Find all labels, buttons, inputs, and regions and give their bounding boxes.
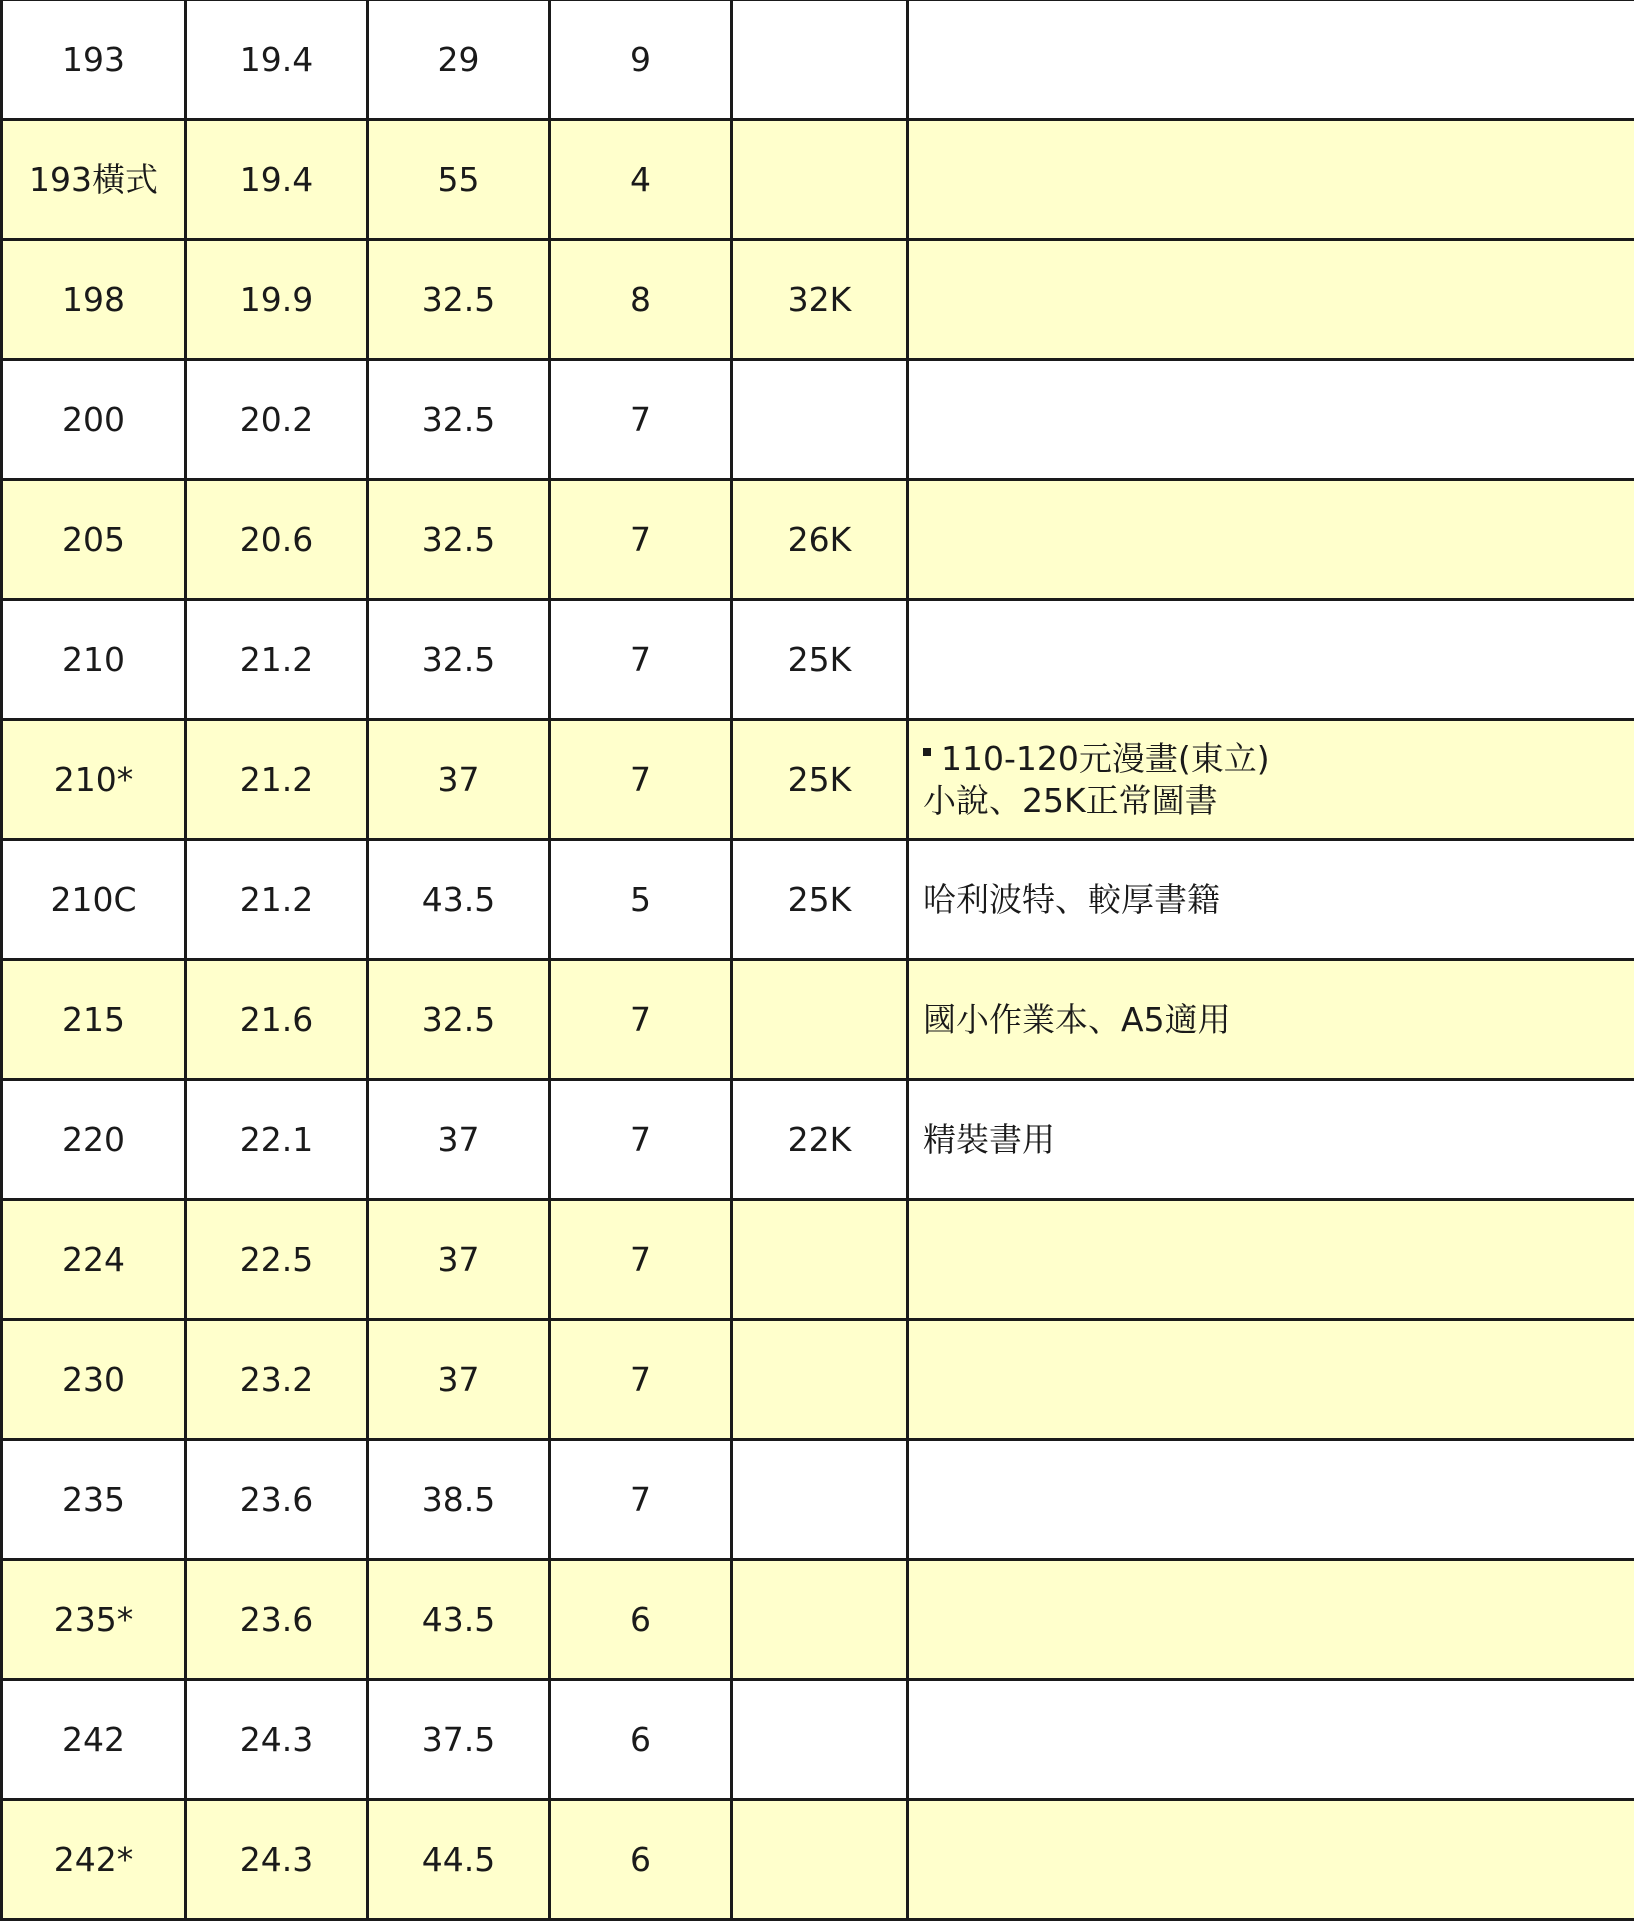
format-cell: 26K (732, 480, 908, 600)
height-cell: 32.5 (368, 240, 550, 360)
size-cell: 200 (2, 360, 186, 480)
format-cell (732, 960, 908, 1080)
table-row (2, 120, 1634, 240)
count-cell: 7 (550, 1200, 732, 1320)
format-cell (732, 1440, 908, 1560)
note-line (923, 879, 1634, 920)
size-cell: 210* (2, 720, 186, 840)
count-cell: 7 (550, 600, 732, 720)
table-row (2, 1680, 1634, 1800)
format-cell: 25K (732, 840, 908, 960)
table-row (2, 480, 1634, 600)
table-row (2, 960, 1634, 1080)
note-cell (908, 1320, 1634, 1440)
height-cell: 32.5 (368, 360, 550, 480)
width-cell: 19.4 (186, 0, 368, 120)
height-cell: 55 (368, 120, 550, 240)
note-line (923, 999, 1634, 1040)
size-cell: 235* (2, 1560, 186, 1680)
note-cell (908, 1680, 1634, 1800)
note-cell (908, 1200, 1634, 1320)
format-cell (732, 120, 908, 240)
table-body (2, 0, 1634, 1920)
table-row (2, 0, 1634, 120)
count-cell: 7 (550, 960, 732, 1080)
format-cell: 25K (732, 720, 908, 840)
count-cell: 5 (550, 840, 732, 960)
height-cell: 37 (368, 1080, 550, 1200)
note-cell (908, 720, 1634, 840)
width-cell: 24.3 (186, 1680, 368, 1800)
format-cell (732, 1560, 908, 1680)
width-cell: 23.2 (186, 1320, 368, 1440)
width-cell: 23.6 (186, 1560, 368, 1680)
height-cell: 37 (368, 720, 550, 840)
size-cell: 210C (2, 840, 186, 960)
format-cell (732, 1800, 908, 1920)
note-cell (908, 120, 1634, 240)
note-cell (908, 600, 1634, 720)
size-cell: 224 (2, 1200, 186, 1320)
table-row (2, 600, 1634, 720)
table-row (2, 1200, 1634, 1320)
size-cell: 193橫式 (2, 120, 186, 240)
width-cell: 23.6 (186, 1440, 368, 1560)
height-cell: 32.5 (368, 600, 550, 720)
count-cell: 6 (550, 1560, 732, 1680)
width-cell: 20.2 (186, 360, 368, 480)
width-cell: 21.2 (186, 840, 368, 960)
note-line (923, 1119, 1634, 1160)
format-cell (732, 360, 908, 480)
size-cell: 215 (2, 960, 186, 1080)
height-cell: 38.5 (368, 1440, 550, 1560)
table-row (2, 840, 1634, 960)
width-cell: 19.9 (186, 240, 368, 360)
height-cell: 32.5 (368, 480, 550, 600)
height-cell: 43.5 (368, 1560, 550, 1680)
table-row (2, 1560, 1634, 1680)
format-cell: 25K (732, 600, 908, 720)
width-cell: 24.3 (186, 1800, 368, 1920)
height-cell: 37 (368, 1200, 550, 1320)
note-cell (908, 480, 1634, 600)
note-cell (908, 1440, 1634, 1560)
width-cell: 21.2 (186, 600, 368, 720)
table-row (2, 240, 1634, 360)
note-cell (908, 1560, 1634, 1680)
bullet-icon (923, 748, 931, 756)
count-cell: 7 (550, 1320, 732, 1440)
size-cell: 220 (2, 1080, 186, 1200)
count-cell: 9 (550, 0, 732, 120)
height-cell: 29 (368, 0, 550, 120)
format-cell: 32K (732, 240, 908, 360)
format-cell (732, 1200, 908, 1320)
note-text: 110-120元漫畫(東立) (941, 739, 1270, 778)
height-cell: 37.5 (368, 1680, 550, 1800)
width-cell: 19.4 (186, 120, 368, 240)
width-cell: 20.6 (186, 480, 368, 600)
count-cell: 7 (550, 480, 732, 600)
size-cell: 198 (2, 240, 186, 360)
table-row (2, 360, 1634, 480)
count-cell: 7 (550, 1080, 732, 1200)
format-cell: 22K (732, 1080, 908, 1200)
count-cell: 4 (550, 120, 732, 240)
note-cell (908, 240, 1634, 360)
table-row (2, 1440, 1634, 1560)
note-text: 小說、25K正常圖書 (923, 781, 1218, 820)
note-cell (908, 1800, 1634, 1920)
format-cell (732, 0, 908, 120)
table-row (2, 720, 1634, 840)
size-cell: 235 (2, 1440, 186, 1560)
size-cell: 205 (2, 480, 186, 600)
note-cell (908, 1080, 1634, 1200)
table-row (2, 1800, 1634, 1920)
count-cell: 7 (550, 360, 732, 480)
count-cell: 6 (550, 1680, 732, 1800)
size-cell: 230 (2, 1320, 186, 1440)
size-cell: 193 (2, 0, 186, 120)
note-line (923, 780, 1634, 821)
format-cell (732, 1320, 908, 1440)
count-cell: 7 (550, 1440, 732, 1560)
note-text: 精裝書用 (923, 1120, 1055, 1159)
height-cell: 37 (368, 1320, 550, 1440)
size-cell: 210 (2, 600, 186, 720)
count-cell: 8 (550, 240, 732, 360)
table-row (2, 1080, 1634, 1200)
size-cell: 242 (2, 1680, 186, 1800)
note-cell (908, 960, 1634, 1080)
table-row (2, 1320, 1634, 1440)
count-cell: 6 (550, 1800, 732, 1920)
width-cell: 21.6 (186, 960, 368, 1080)
note-cell (908, 0, 1634, 120)
size-cell: 242* (2, 1800, 186, 1920)
height-cell: 44.5 (368, 1800, 550, 1920)
height-cell: 43.5 (368, 840, 550, 960)
note-cell (908, 360, 1634, 480)
count-cell: 7 (550, 720, 732, 840)
height-cell: 32.5 (368, 960, 550, 1080)
note-cell (908, 840, 1634, 960)
note-text: 國小作業本、A5適用 (923, 1000, 1231, 1039)
note-line (923, 738, 1634, 779)
width-cell: 21.2 (186, 720, 368, 840)
width-cell: 22.5 (186, 1200, 368, 1320)
width-cell: 22.1 (186, 1080, 368, 1200)
note-text: 哈利波特、較厚書籍 (923, 880, 1220, 919)
format-cell (732, 1680, 908, 1800)
